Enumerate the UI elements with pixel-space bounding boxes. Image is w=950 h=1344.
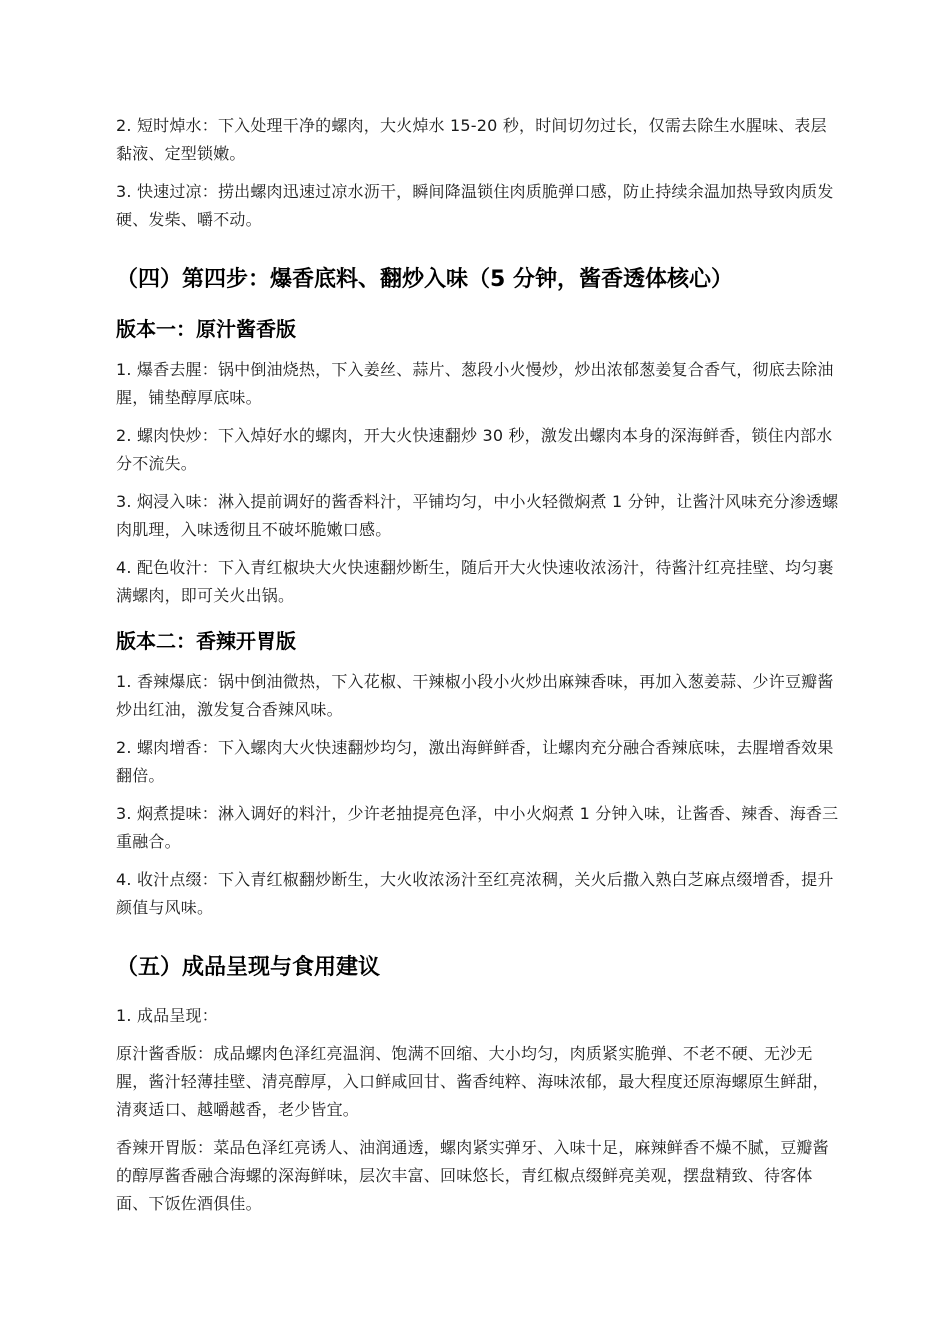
version-1-step-1: 1. 爆香去腥：锅中倒油烧热，下入姜丝、蒜片、葱段小火慢炒，炒出浓郁葱姜复合香气，彻底去除油腥，铺垫醇厚底味。 — [116, 360, 834, 407]
version-1-step-4: 4. 配色收汁：下入青红椒块大火快速翻炒断生，随后开大火快速收浓汤汁，待酱汁红亮挂壁、均匀裹满螺肉，即可关火出锅。 — [116, 558, 834, 605]
section-5-para-3: 香辣开胃版：菜品色泽红亮诱人、油润通透，螺肉紧实弹牙、入味十足，麻辣鲜香不燥不腻，豆瓣酱的醇厚酱香融合海螺的深海鲜味，层次丰富、回味悠长，青红椒点缀鲜亮美观，摆盘精致、待客体面、下饭佐酒俱佳。 — [116, 1138, 829, 1213]
section-5-para-2: 原汁酱香版：成品螺肉色泽红亮温润、饱满不回缩、大小均匀，肉质紧实脆弹、不老不硬、无沙无腥，酱汁轻薄挂壁、清亮醇厚，入口鲜咸回甘、酱香纯粹、海味浓郁，最大程度还原海螺原生鲜甜，清爽适口、越嚼越香，老少皆宜。 — [116, 1044, 829, 1119]
version-2-step-3: 3. 焖煮提味：淋入调好的料汁，少许老抽提亮色泽，中小火焖煮 1 分钟入味，让酱香、辣香、海香三重融合。 — [116, 804, 839, 851]
version-1-step-3: 3. 焖浸入味：淋入提前调好的酱香料汁，平铺均匀，中小火轻微焖煮 1 分钟，让酱汁风味充分渗透螺肉肌理，入味透彻且不破坏脆嫩口感。 — [116, 492, 839, 539]
section-5-para-1: 1. 成品呈现： — [116, 1006, 218, 1025]
version-1-steps — [116, 356, 840, 610]
version-1-step-2: 2. 螺肉快炒：下入焯好水的螺肉，开大火快速翻炒 30 秒，激发出螺肉本身的深海鲜香，锁住内部水分不流失。 — [116, 426, 833, 473]
version-2-step-1: 1. 香辣爆底：锅中倒油微热，下入花椒、干辣椒小段小火炒出麻辣香味，再加入葱姜蒜、少许豆瓣酱炒出红油，激发复合香辣风味。 — [116, 672, 834, 719]
version-2-step-2: 2. 螺肉增香：下入螺肉大火快速翻炒均匀，激出海鲜鲜香，让螺肉充分融合香辣底味，去腥增香效果翻倍。 — [116, 738, 834, 785]
intro-step-3: 3. 快速过凉：捞出螺肉迅速过凉水沥干，瞬间降温锁住肉质脆弹口感，防止持续余温加热导致肉质发硬、发柴、嚼不动。 — [116, 182, 834, 229]
version-2-heading: 版本二：香辣开胃版 — [116, 629, 296, 653]
intro-step-2: 2. 短时焯水：下入处理干净的螺肉，大火焯水 15-20 秒，时间切勿过长，仅需去除生水腥味、表层黏液、定型锁嫩。 — [116, 116, 827, 163]
document-page — [116, 112, 840, 1228]
section-5-body — [116, 1002, 840, 1218]
version-2-steps — [116, 668, 840, 922]
version-2-step-4: 4. 收汁点缀：下入青红椒翻炒断生，大火收浓汤汁至红亮浓稠，关火后撒入熟白芝麻点缀增香，提升颜值与风味。 — [116, 870, 834, 917]
intro-steps — [116, 112, 840, 234]
version-1-heading: 版本一：原汁酱香版 — [116, 317, 296, 341]
section-5-heading: （五）成品呈现与食用建议 — [116, 955, 381, 980]
section-4-heading: （四）第四步：爆香底料、翻炒入味（5 分钟，酱香透体核心） — [116, 267, 733, 292]
